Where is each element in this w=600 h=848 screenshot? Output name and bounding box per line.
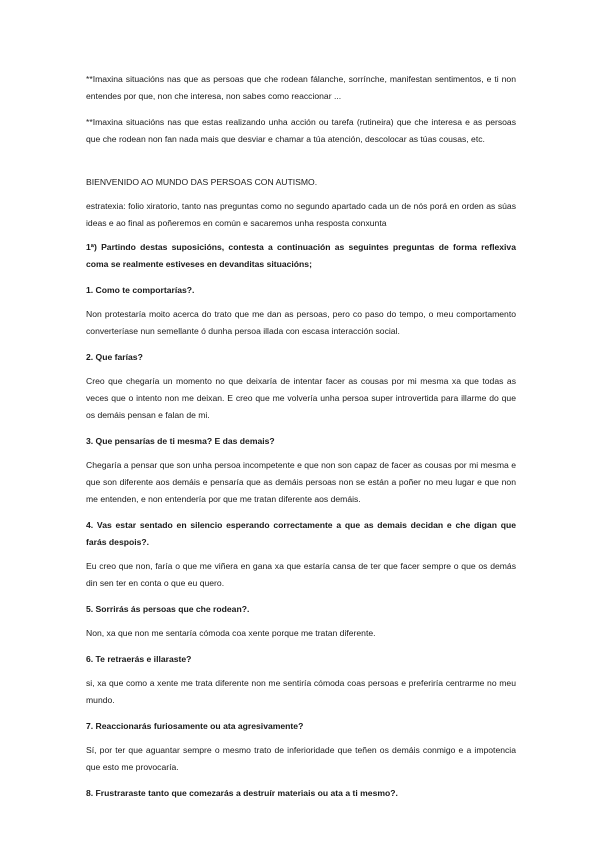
strategy-paragraph: estratexia: folio xiratorio, tanto nas preguntas como no segundo apartado cada un de nós porá en orden as súas ideas e ao final as poñeremos en común e sacaremos unha resposta conxunta: [86, 201, 516, 228]
answer-4: Eu creo que non, faría o que me viñera en gana xa que estaría cansa de ter que facer sempre o que os demás din sen ter en conta o que eu quero.: [86, 561, 516, 588]
question-2: 2. Que farías?: [86, 352, 143, 362]
intro-paragraph-1: **Imaxina situacións nas que as persoas que che rodean fálanche, sorrínche, manifestan sentimentos, e ti non entendes por que, non che interesa, non sabes como reaccionar ...: [86, 74, 516, 101]
question-5: 5. Sorrirás ás persoas que che rodean?.: [86, 604, 250, 614]
document-body: [86, 71, 516, 802]
answer-7: Sí, por ter que aguantar sempre o mesmo trato de inferioridade que teñen os demáis conmigo e a impotencia que esto me provocaría.: [86, 745, 516, 772]
section-title: BIENVENIDO AO MUNDO DAS PERSOAS CON AUTISMO.: [86, 177, 318, 187]
question-3: 3. Que pensarías de ti mesma? E das demais?: [86, 436, 275, 446]
question-8: 8. Frustraraste tanto que comezarás a destruír materiais ou ata a ti mesmo?.: [86, 788, 398, 798]
question-4: 4. Vas estar sentado en silencio esperando correctamente a que as demais decidan e che digan que farás despois?.: [86, 520, 516, 547]
question-7: 7. Reaccionarás furiosamente ou ata agresivamente?: [86, 721, 304, 731]
question-1: 1. Como te comportarías?.: [86, 285, 195, 295]
answer-1: Non protestaría moito acerca do trato que me dan as persoas, pero co paso do tempo, o meu comportamento converteríase nun semellante ó dunha persoa illada con escasa interacción social.: [86, 309, 516, 336]
instruction-paragraph: 1ª) Partindo destas suposicións, contesta a continuación as seguintes preguntas de forma reflexiva coma se realmente estiveses en devanditas situacións;: [86, 242, 516, 269]
answer-3: Chegaría a pensar que son unha persoa incompetente e que non son capaz de facer as cousas por mi mesma e que son diferente aos demáis e pensaría que as demáis persoas non se están a poñer no meu lugar e que non me entenden, e non entendería por que me tratan diferente aos demáis.: [86, 460, 516, 504]
answer-2: Creo que chegaría un momento no que deixaría de intentar facer as cousas por mi mesma xa que todas as veces que o intento non me deixan. E creo que me volvería unha persoa super introvertida para illarme do que os demáis pensan e falan de mi.: [86, 376, 516, 420]
question-6: 6. Te retraerás e illaraste?: [86, 654, 192, 664]
answer-6: si, xa que como a xente me trata diferente non me sentiría cómoda coas persoas e preferiría centrarme no meu mundo.: [86, 678, 516, 705]
intro-paragraph-2: **Imaxina situacións nas que estas realizando unha acción ou tarefa (rutineira) que che interesa e as persoas que che rodean non fan nada mais que desviar e chamar a túa atención, descolocar as túas cousas, etc.: [86, 117, 516, 144]
answer-5: Non, xa que non me sentaría cómoda coa xente porque me tratan diferente.: [86, 628, 376, 638]
